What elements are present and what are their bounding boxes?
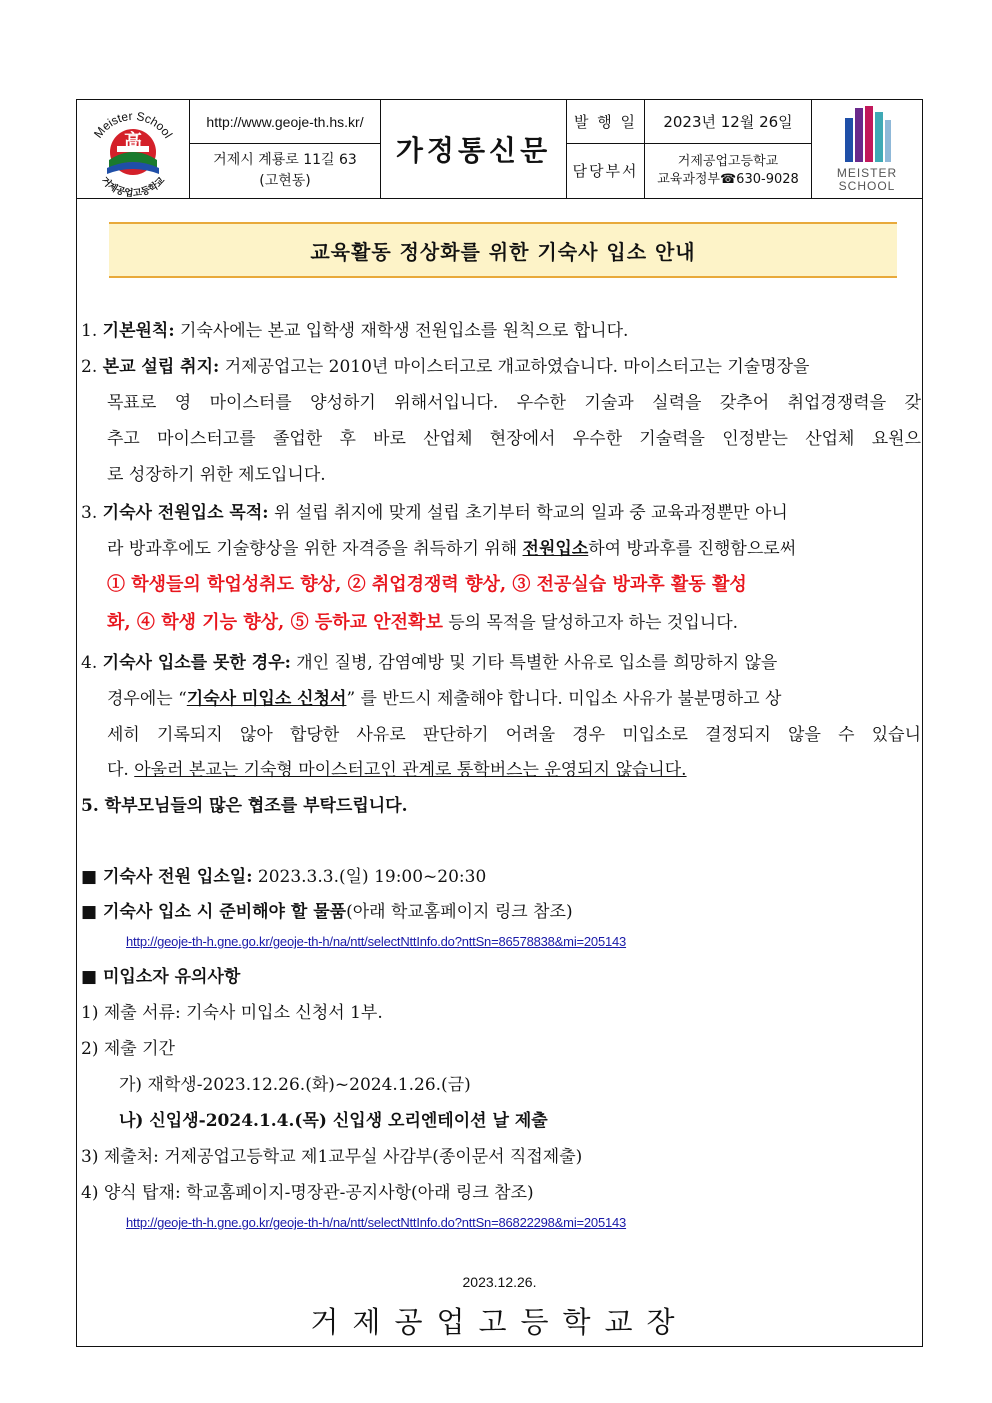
item-5-text: 학부모님들의 많은 협조를 부탁드립니다. [104,796,408,816]
item-2-line2: 목표로 영 마이스터를 양성하기 위해서입니다. 우수한 기술과 실력을 갖추어 취업경쟁력을 갖 [107,393,921,413]
school-url[interactable]: http://www.geoje-th.hs.kr/ [190,100,380,144]
sub-item-1: 1) 제출 서류: 기숙사 미입소 신청서 1부. [81,1003,383,1023]
note-2-head: ■ 기숙사 입소 시 준비해야 할 물품 [81,902,347,922]
sub-item-2b: 나) 신입생-2024.1.4.(목) 신입생 오리엔테이션 날 제출 [119,1111,548,1131]
school-emblem-icon [77,100,189,198]
dept-label: 담당부서 [572,162,639,180]
issue-date: 2023년 12월 26일 [645,100,811,144]
school-address [190,143,380,198]
meister-logo-line1: MEISTER [836,166,898,180]
note-1-head: ■ 기숙사 전원 입소일: [81,867,253,887]
header-table [77,100,922,199]
item-4-text1: 개인 질병, 감염예방 및 기타 특별한 사유로 입소를 희망하지 않을 [290,653,778,673]
item-4-head: 기숙사 입소를 못한 경우: [102,653,291,673]
item-2-head: 본교 설립 취지: [102,357,220,377]
principal-signature: 거제공업고등학교장 [310,1305,689,1339]
address-cell [190,100,381,198]
item-3-num: 3. [81,503,98,523]
dept-line1: 거제공업고등학교 [677,153,779,169]
item-4-bus-note: 아울러 본교는 기숙형 마이스터고인 관계로 통학버스는 운영되지 않습니다. [134,760,687,780]
note-2-text: (아래 학교홈페이지 링크 참조) [346,902,573,922]
document-title: 가정통신문 [381,100,567,198]
item-4-line4 [107,755,947,780]
logo-text-top: Meister School [91,108,176,141]
meta-labels [567,100,645,198]
form-link[interactable]: http://geoje-th-h.gne.go.kr/geoje-th-h/na/ntt/selectNttInfo.do?nttSn=86822298&mi=205143 [126,1215,627,1230]
item-5-num: 5. [81,796,99,816]
item-3-goals-line1: ① 학생들의 학업성취도 향상, ② 취업경쟁력 향상, ③ 전공실습 방과후 활동 활성 [107,574,747,595]
item-3-line4 [107,608,947,634]
item-3-text1: 위 설립 취지에 맞게 설립 초기부터 학교의 일과 중 교육과정뿐만 아니 [268,503,788,523]
item-3-text2a: 라 방과후에도 기술향상을 위한 자격증을 취득하기 위해 [107,539,523,559]
sub-item-2a: 가) 재학생-2023.12.26.(화)~2024.1.26.(금) [119,1075,471,1095]
supplies-link[interactable]: http://geoje-th-h.gne.go.kr/geoje-th-h/na/ntt/selectNttInfo.do?nttSn=86578838&mi=205143 [126,934,627,949]
issue-date-footer: 2023.12.26. [462,1274,537,1290]
item-5 [81,791,921,816]
logo-text-bottom: 거제공업고등학교 [98,175,168,198]
item-1 [81,316,921,341]
item-1-text: 기숙사에는 본교 입학생 재학생 전원입소를 원칙으로 합니다. [174,321,629,341]
item-4-form-name: 기숙사 미입소 신청서 [186,689,347,709]
item-3-head: 기숙사 전원입소 목적: [102,503,269,523]
dept-value [645,143,811,198]
item-2-text1: 거제공업고는 2010년 마이스터고로 개교하였습니다. 마이스터고는 기술명장을 [219,357,810,377]
item-3-goals-line2: 화, ④ 학생 기능 향상, ⑤ 등하교 안전확보 [107,612,443,633]
note-non-entry: ■ 미입소자 유의사항 [81,967,241,987]
meister-logo-line2: SCHOOL [838,179,896,193]
notice-frame [76,99,923,1347]
address-line1: 거제시 계룡로 11길 63 [213,151,357,168]
note-entry-date [81,862,921,887]
item-3-line1 [81,498,921,523]
item-4-text2c: ” 를 반드시 제출해야 합니다. 미입소 사유가 불분명하고 상 [346,689,782,709]
item-1-num: 1. [81,321,98,341]
item-4-text4a: 다. [107,760,135,780]
item-2-line1 [81,352,921,377]
school-logo [77,100,190,198]
meister-logo [812,100,923,198]
item-4-text2a: 경우에는 “ [107,689,187,709]
address-line2: (고현동) [259,172,311,189]
item-3-text2c: 하여 방과후를 진행함으로써 [588,539,797,559]
sub-item-2: 2) 제출 기간 [81,1039,175,1059]
note-supplies [81,897,921,922]
item-4-line3: 세히 기록되지 않아 합당한 사유로 판단하기 어려울 경우 미입소로 결정되지 않을 수 있습니 [107,725,921,745]
item-3-text4: 등의 목적을 달성하고자 하는 것입니다. [442,613,739,633]
item-3-line2 [107,534,947,559]
item-4-line2 [107,684,947,709]
item-1-head: 기본원칙: [102,321,175,341]
dept-line2: 교육과정부☎630-9028 [657,171,799,187]
meister-school-icon [812,100,922,198]
item-2-line3: 추고 마이스터고를 졸업한 후 바로 산업체 현장에서 우수한 기술력을 인정받는 산업체 요원으 [107,429,921,449]
item-2-line4: 로 성장하기 위한 제도입니다. [107,465,326,485]
note-1-text: 2023.3.3.(일) 19:00~20:30 [252,867,487,887]
item-4-num: 4. [81,653,98,673]
item-4-line1 [81,648,921,673]
meta-values [645,100,812,198]
sub-item-3: 3) 제출처: 거제공업고등학교 제1교무실 사감부(종이문서 직접제출) [81,1147,583,1167]
issue-date-label: 발 행 일 [567,100,644,144]
item-3-emphasis: 전원입소 [522,539,589,559]
sub-item-4: 4) 양식 탑재: 학교홈페이지-명장관-공지사항(아래 링크 참조) [81,1183,534,1203]
notice-subject: 교육활동 정상화를 위한 기숙사 입소 안내 [109,222,897,278]
logo-emblem-char: 高 [124,131,142,152]
item-2-num: 2. [81,357,98,377]
